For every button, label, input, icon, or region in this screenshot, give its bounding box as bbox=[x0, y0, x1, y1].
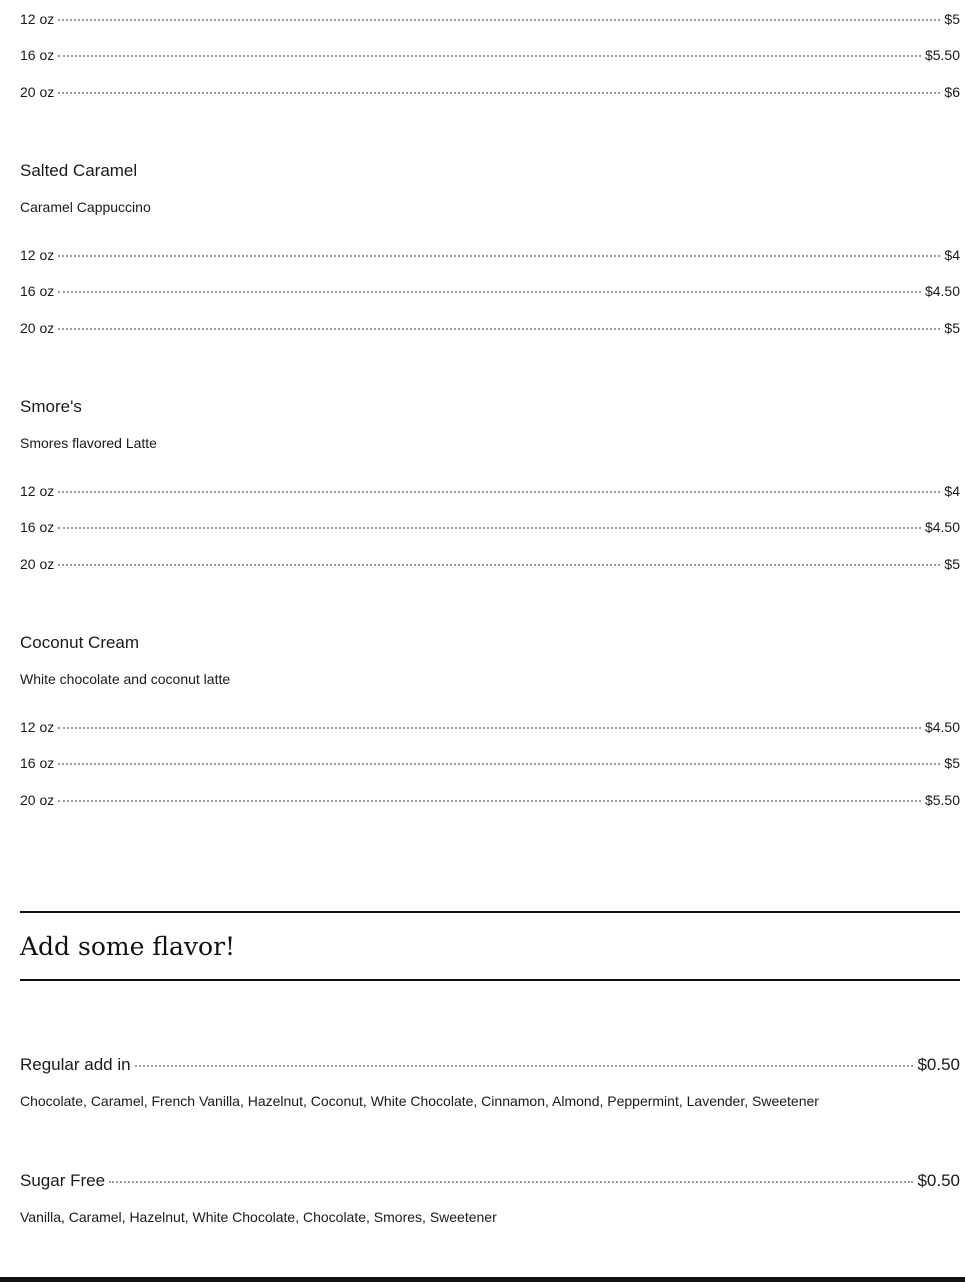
dot-leader bbox=[58, 763, 940, 765]
size-price-row bbox=[20, 555, 960, 573]
price-label: $5.50 bbox=[924, 792, 960, 808]
dot-leader bbox=[58, 291, 921, 293]
item-name: Smore's bbox=[20, 397, 82, 416]
addin-name: Regular add in bbox=[20, 1055, 131, 1074]
dot-leader bbox=[58, 491, 940, 493]
dot-leader bbox=[58, 328, 940, 330]
size-price-row bbox=[20, 246, 960, 264]
size-price-row bbox=[20, 718, 960, 736]
size-label: 20 oz bbox=[20, 84, 55, 100]
price-label: $5 bbox=[944, 556, 960, 572]
size-label: 12 oz bbox=[20, 247, 55, 263]
addin-row bbox=[20, 1170, 960, 1192]
size-label: 12 oz bbox=[20, 483, 55, 499]
footer-edge bbox=[0, 1277, 965, 1282]
addin-options: Chocolate, Caramel, French Vanilla, Hazelnut, Coconut, White Chocolate, Cinnamon, Almond, Peppermint, Lavender, Sweetener bbox=[20, 1093, 819, 1109]
size-price-row bbox=[20, 754, 960, 772]
item-description: Smores flavored Latte bbox=[20, 435, 157, 451]
item-description: White chocolate and coconut latte bbox=[20, 671, 231, 687]
size-price-row bbox=[20, 282, 960, 300]
price-label: $5.50 bbox=[924, 47, 960, 63]
size-label: 12 oz bbox=[20, 11, 55, 27]
addin-options: Vanilla, Caramel, Hazelnut, White Chocolate, Chocolate, Smores, Sweetener bbox=[20, 1209, 497, 1225]
price-label: $4 bbox=[944, 247, 960, 263]
price-label: $5 bbox=[944, 320, 960, 336]
section-divider-top bbox=[20, 911, 960, 913]
price-label: $6 bbox=[944, 84, 960, 100]
section-title: Add some flavor! bbox=[20, 932, 236, 961]
dot-leader bbox=[58, 55, 921, 57]
size-label: 20 oz bbox=[20, 556, 55, 572]
dot-leader bbox=[58, 727, 921, 729]
dot-leader bbox=[58, 564, 940, 566]
size-label: 20 oz bbox=[20, 320, 55, 336]
addin-name: Sugar Free bbox=[20, 1171, 106, 1190]
size-price-row bbox=[20, 482, 960, 500]
price-label: $4 bbox=[944, 483, 960, 499]
price-label: $4.50 bbox=[924, 519, 960, 535]
size-label: 20 oz bbox=[20, 792, 55, 808]
dot-leader bbox=[58, 92, 940, 94]
size-price-row bbox=[20, 83, 960, 101]
price-label: $5 bbox=[944, 755, 960, 771]
size-price-row bbox=[20, 791, 960, 809]
size-label: 16 oz bbox=[20, 755, 55, 771]
dot-leader bbox=[58, 19, 940, 21]
size-price-row bbox=[20, 319, 960, 337]
size-label: 16 oz bbox=[20, 519, 55, 535]
addin-price: $0.50 bbox=[917, 1055, 960, 1074]
price-label: $5 bbox=[944, 11, 960, 27]
item-name: Coconut Cream bbox=[20, 633, 140, 652]
size-price-row bbox=[20, 10, 960, 28]
dot-leader bbox=[58, 800, 921, 802]
dot-leader bbox=[58, 255, 940, 257]
addin-price: $0.50 bbox=[917, 1171, 960, 1190]
size-price-row bbox=[20, 46, 960, 64]
addin-row bbox=[20, 1054, 960, 1076]
dot-leader bbox=[135, 1065, 914, 1067]
price-label: $4.50 bbox=[924, 283, 960, 299]
dot-leader bbox=[109, 1181, 913, 1183]
item-name: Salted Caramel bbox=[20, 161, 138, 180]
size-price-row bbox=[20, 518, 960, 536]
item-description: Caramel Cappuccino bbox=[20, 199, 151, 215]
size-label: 16 oz bbox=[20, 283, 55, 299]
price-label: $4.50 bbox=[924, 719, 960, 735]
size-label: 12 oz bbox=[20, 719, 55, 735]
dot-leader bbox=[58, 527, 921, 529]
size-label: 16 oz bbox=[20, 47, 55, 63]
section-divider-bottom bbox=[20, 979, 960, 981]
